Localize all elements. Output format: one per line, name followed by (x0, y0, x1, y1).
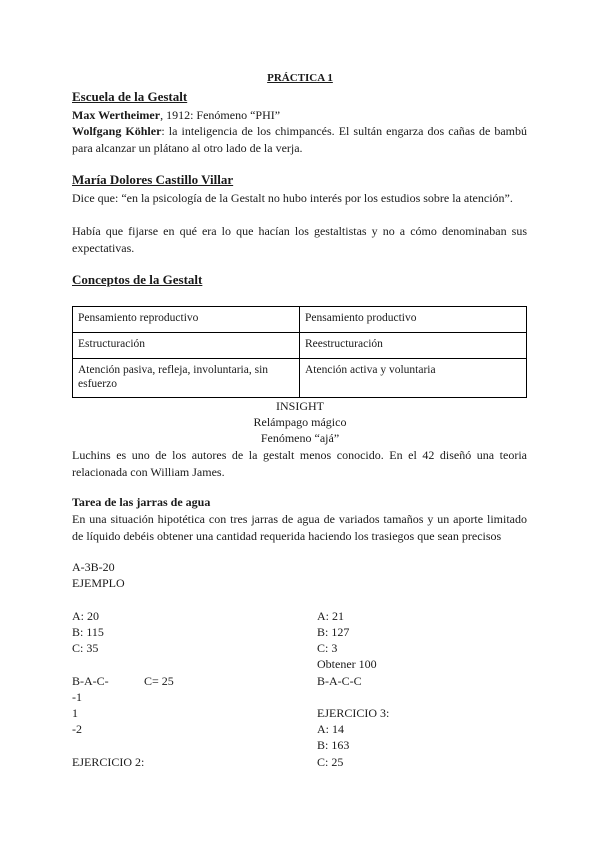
formula-line: A-3B-20 (72, 560, 115, 574)
relampago-label: Relámpago mágico (253, 415, 347, 429)
right-a: A: 21 (317, 609, 344, 623)
concepts-table (72, 306, 527, 398)
section-heading-castillo: María Dolores Castillo Villar (72, 172, 234, 187)
right-sequence: B-A-C-C (317, 674, 362, 688)
table-cell: Atención activa y voluntaria (300, 359, 527, 398)
right-c: C: 3 (317, 641, 338, 655)
right-b3: B: 163 (317, 738, 350, 752)
left-a: A: 20 (72, 609, 99, 623)
wertheimer-text: , 1912: Fenómeno “PHI” (160, 108, 281, 122)
fenomeno-label: Fenómeno “ajá” (260, 431, 340, 445)
table-cell: Pensamiento productivo (300, 307, 527, 333)
right-b: B: 127 (317, 625, 350, 639)
kohler-paragraph (72, 123, 527, 156)
table-row (73, 359, 527, 398)
table-cell: Estructuración (73, 333, 300, 359)
insight-label: INSIGHT (276, 399, 324, 413)
page-title: PRÁCTICA 1 (267, 72, 333, 84)
section-heading-conceptos: Conceptos de la Gestalt (72, 272, 203, 287)
left-n3: -2 (72, 722, 82, 736)
table-row (73, 333, 527, 359)
right-obtener: Obtener 100 (317, 657, 377, 671)
table-cell: Reestructuración (300, 333, 527, 359)
luchins-paragraph: Luchins es uno de los autores de la gestalt menos conocido. En el 42 diseñó una teoria relacionada con William James. (72, 448, 527, 479)
castillo-paragraph-2: Había que fijarse en qué era lo que hacían los gestaltistas y no a cómo denominaban sus expectativas. (72, 224, 527, 255)
kohler-name: Wolfgang Köhler (72, 124, 162, 138)
kohler-text: : la inteligencia de los chimpancés. El sultán engarza dos cañas de bambú para alcanzar un plátano al otro lado de la verja. (72, 124, 528, 155)
left-c: C: 35 (72, 641, 99, 655)
wertheimer-name: Max Wertheimer (72, 108, 161, 122)
left-n2: 1 (72, 706, 78, 720)
section-heading-gestalt: Escuela de la Gestalt (72, 89, 188, 104)
ejemplo-label: EJEMPLO (72, 576, 125, 590)
table-cell: Pensamiento reproductivo (73, 307, 300, 333)
table-row (73, 307, 527, 333)
section-heading-jarras: Tarea de las jarras de agua (72, 495, 211, 509)
wertheimer-line (72, 108, 280, 123)
ejercicio-2-label: EJERCICIO 2: (72, 755, 145, 769)
right-a3: A: 14 (317, 722, 344, 736)
left-sequence: B-A-C- (72, 674, 109, 688)
right-c3: C: 25 (317, 755, 344, 769)
left-c-equals: C= 25 (144, 674, 174, 688)
ejercicio-3-label: EJERCICIO 3: (317, 706, 390, 720)
left-n1: -1 (72, 690, 82, 704)
jarras-intro: En una situación hipotética con tres jarras de agua de variados tamaños y un aporte limitado de líquido debéis obtener una cantidad requerida haciendo los trasiegos que sean precisos (72, 512, 527, 543)
castillo-paragraph-1: Dice que: “en la psicología de la Gestalt no hubo interés por los estudios sobre la atención”. (72, 191, 513, 205)
left-b: B: 115 (72, 625, 104, 639)
table-cell: Atención pasiva, refleja, involuntaria, sin esfuerzo (73, 359, 300, 398)
